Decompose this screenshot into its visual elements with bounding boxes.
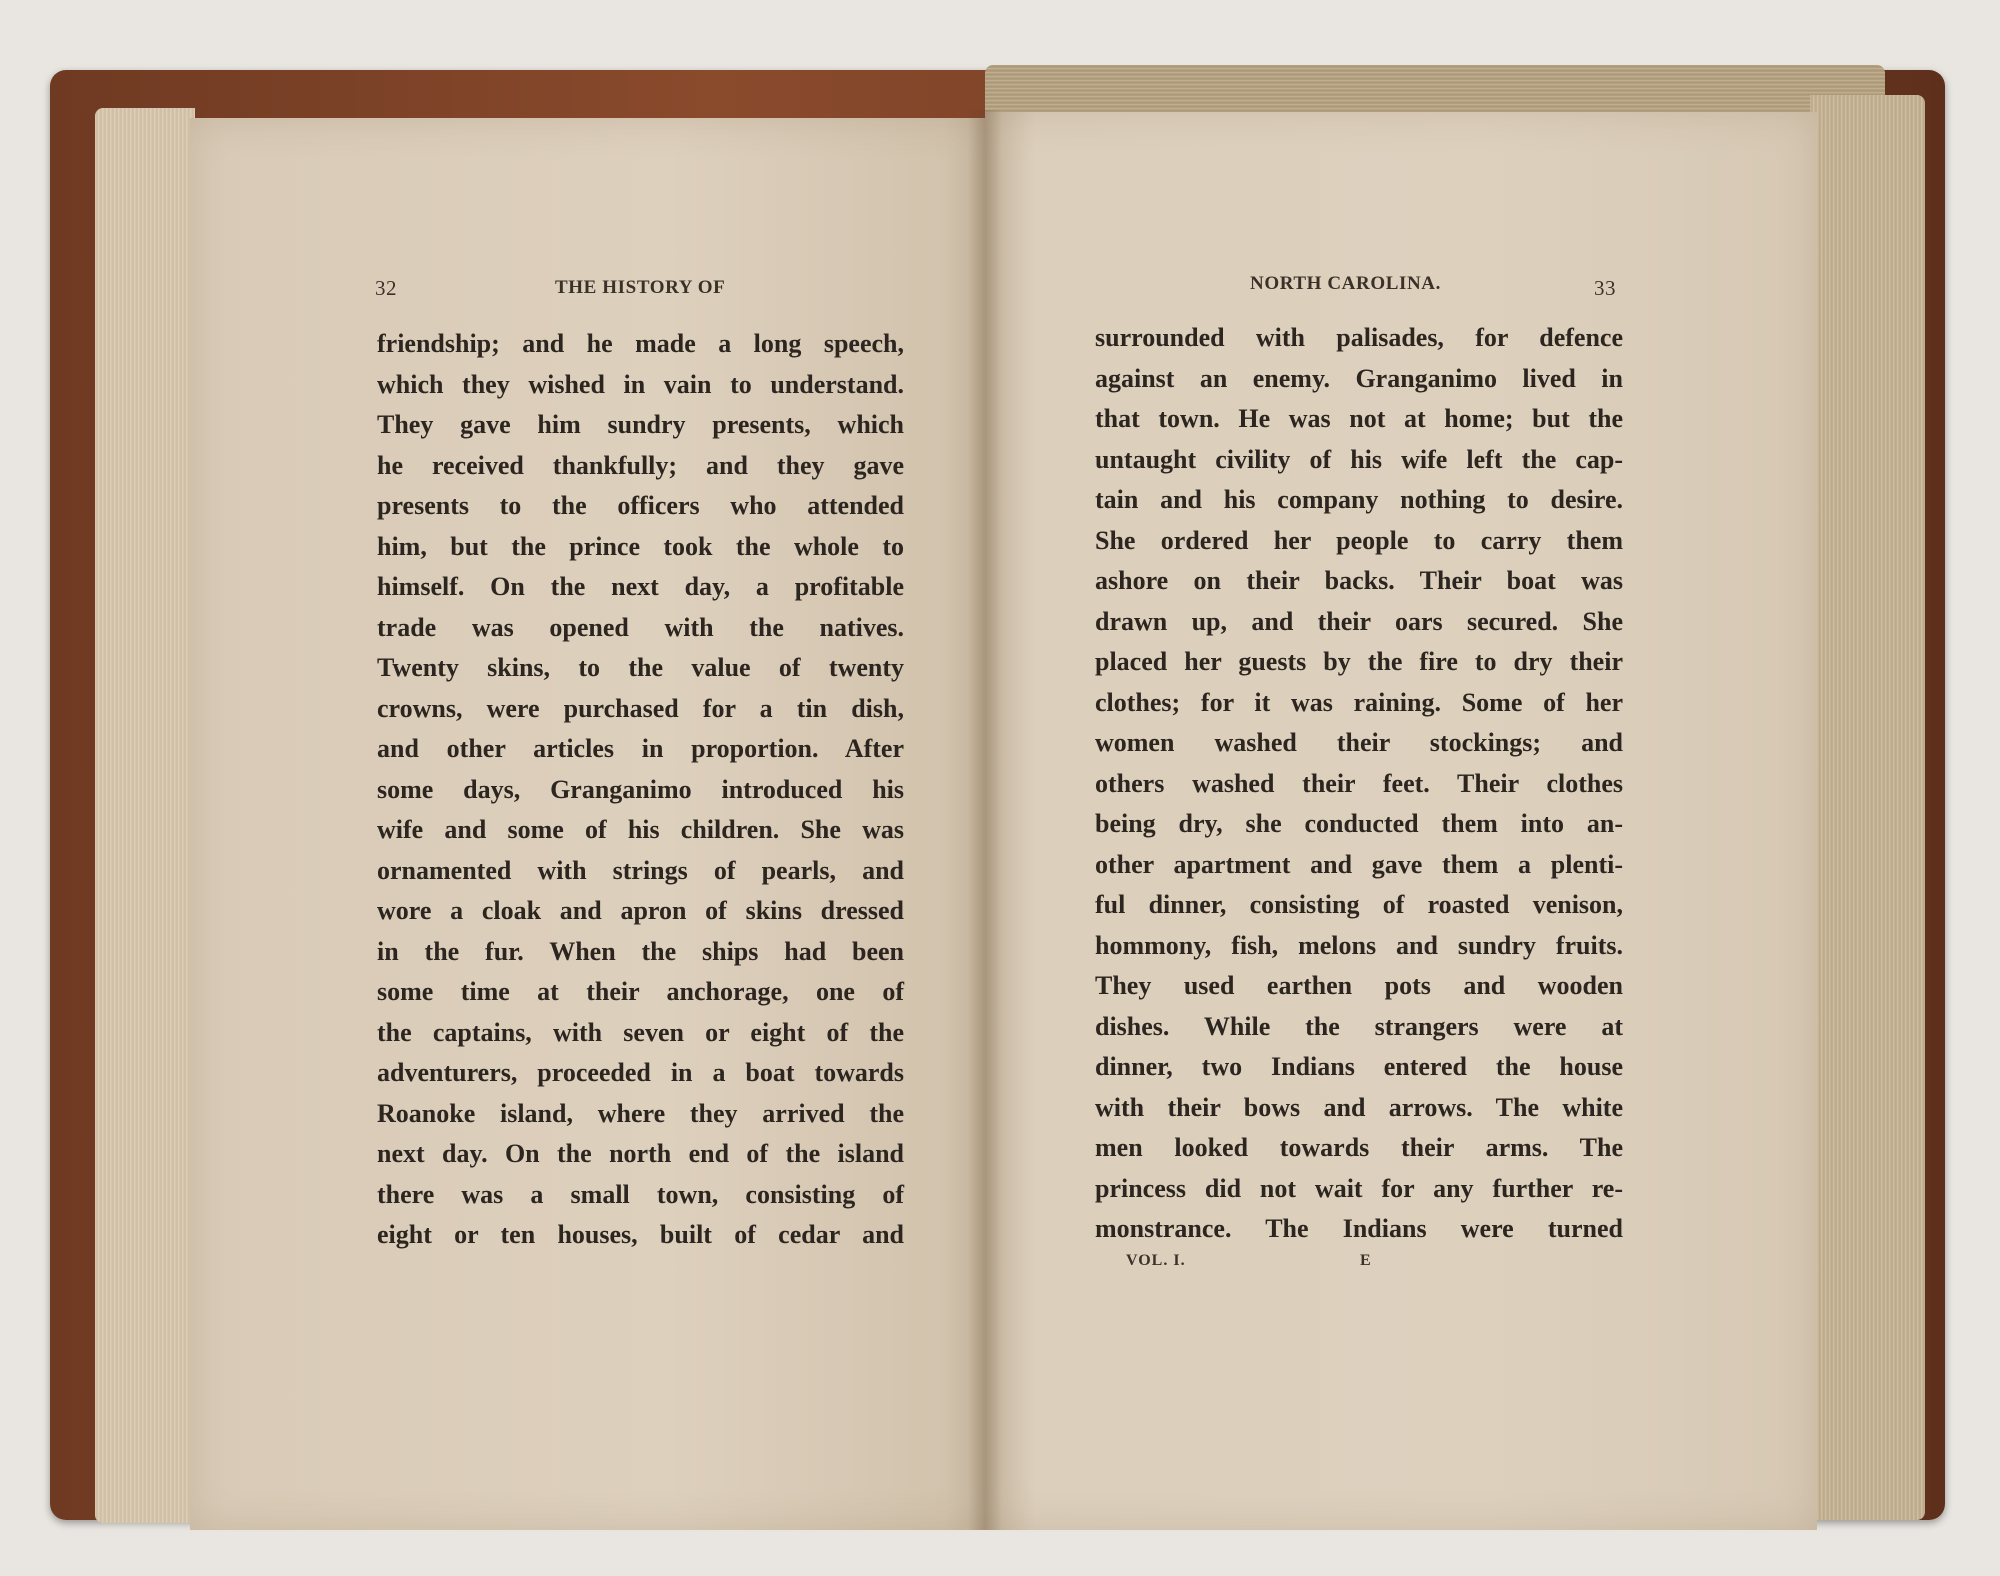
left-page-body [377, 324, 904, 1256]
text-line: Roanoke island, where they arrived the [377, 1098, 904, 1128]
text-line: which they wished in vain to understand. [377, 369, 904, 399]
text-line: the captains, with seven or eight of the [377, 1017, 904, 1047]
text-line: him, but the prince took the whole to [377, 531, 904, 561]
text-line: others washed their feet. Their clothes [1095, 768, 1623, 798]
left-running-head [555, 276, 725, 299]
text-line: that town. He was not at home; but the [1095, 404, 1623, 433]
text-line: wife and some of his children. She was [377, 815, 904, 844]
text-line: tain and his company nothing to desire. [1095, 485, 1623, 514]
text-line: crowns, were purchased for a tin dish, [377, 693, 904, 723]
right-page-edges [1810, 95, 1925, 1520]
text-line: Twenty skins, to the value of twenty [377, 653, 904, 682]
text-line: in the fur. When the ships had been [377, 936, 904, 966]
right-running-head [1250, 272, 1441, 295]
text-line: other apartment and gave them a plenti- [1095, 849, 1623, 879]
text-line: placed her guests by the fire to dry their [1095, 647, 1623, 676]
text-line: some days, Granganimo introduced his [377, 774, 904, 804]
page-number: 32 [375, 276, 397, 300]
running-head-text: THE HISTORY OF [555, 277, 726, 298]
text-line: untaught civility of his wife left the cap- [1095, 444, 1623, 474]
text-line: drawn up, and their oars secured. She [1095, 606, 1623, 636]
text-line: surrounded with palisades, for defence [1095, 323, 1623, 352]
page-number: 33 [1594, 276, 1616, 300]
signature-mark [1360, 1252, 1372, 1270]
right-page-number [1594, 276, 1616, 301]
signature-volume [1126, 1252, 1186, 1270]
text-line: being dry, she conducted them into an- [1095, 809, 1623, 838]
text-line: there was a small town, consisting of [377, 1179, 904, 1209]
text-line: They used earthen pots and wooden [1095, 971, 1623, 1000]
signature-letter: E [1360, 1252, 1372, 1269]
text-line: clothes; for it was raining. Some of her [1095, 687, 1623, 717]
left-page-edges [95, 108, 195, 1523]
text-line: dishes. While the strangers were at [1095, 1011, 1623, 1041]
text-line: dinner, two Indians entered the house [1095, 1052, 1623, 1081]
text-line: presents to the officers who attended [377, 491, 904, 520]
text-line: princess did not wait for any further re- [1095, 1173, 1623, 1203]
text-line: friendship; and he made a long speech, [377, 329, 904, 358]
text-line: with their bows and arrows. The white [1095, 1092, 1623, 1122]
left-page-number [375, 276, 397, 301]
text-line: he received thankfully; and they gave [377, 450, 904, 480]
text-line: and other articles in proportion. After [377, 734, 904, 763]
right-page-body [1095, 318, 1623, 1250]
text-line: trade was opened with the natives. [377, 612, 904, 642]
text-line: next day. On the north end of the island [377, 1139, 904, 1168]
text-line: wore a cloak and apron of skins dressed [377, 896, 904, 925]
text-line: ashore on their backs. Their boat was [1095, 566, 1623, 595]
text-line: hommony, fish, melons and sundry fruits. [1095, 930, 1623, 960]
text-line: eight or ten houses, built of cedar and [377, 1220, 904, 1249]
book-gutter [968, 110, 1002, 1530]
text-line: himself. On the next day, a profitable [377, 572, 904, 601]
text-line: men looked towards their arms. The [1095, 1133, 1623, 1162]
text-line: monstrance. The Indians were turned [1095, 1214, 1623, 1243]
text-line: ornamented with strings of pearls, and [377, 855, 904, 885]
volume-label: VOL. I. [1126, 1252, 1186, 1269]
text-line: They gave him sundry presents, which [377, 410, 904, 439]
text-line: adventurers, proceeded in a boat towards [377, 1058, 904, 1087]
text-line: ful dinner, consisting of roasted venison, [1095, 890, 1623, 919]
text-line: women washed their stockings; and [1095, 728, 1623, 757]
text-line: some time at their anchorage, one of [377, 977, 904, 1006]
text-line: She ordered her people to carry them [1095, 525, 1623, 555]
text-line: against an enemy. Granganimo lived in [1095, 363, 1623, 393]
running-head-text: NORTH CAROLINA. [1250, 273, 1441, 294]
